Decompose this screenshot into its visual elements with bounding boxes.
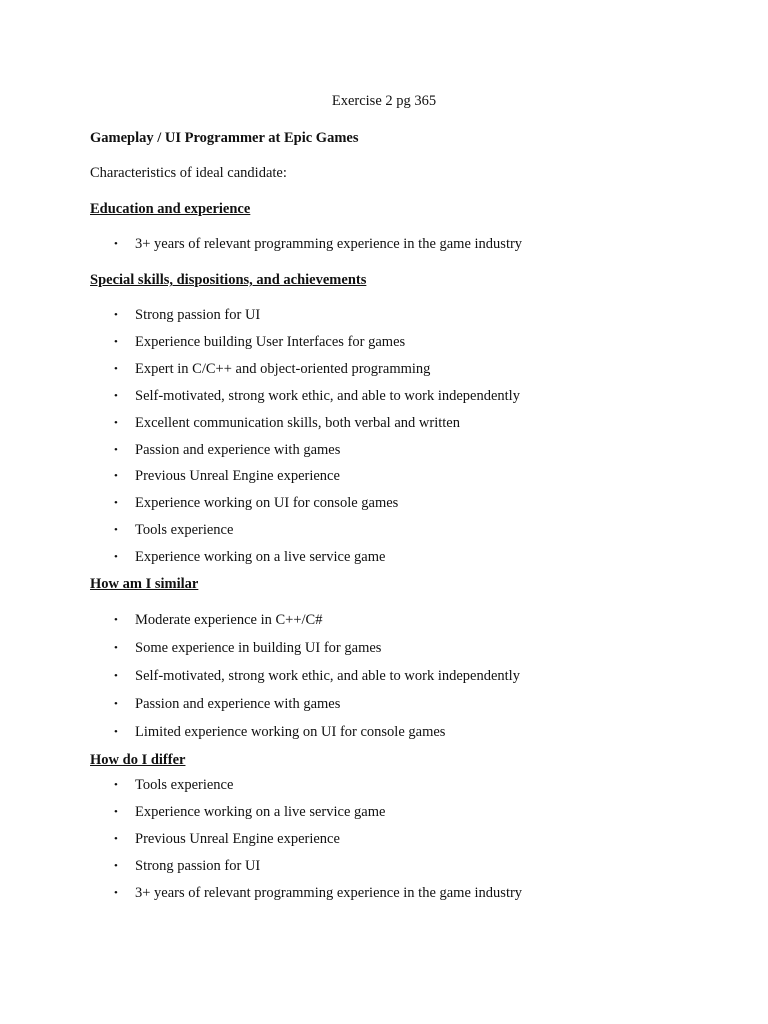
- document-title: Exercise 2 pg 365: [331, 93, 437, 109]
- section-heading-education: Education and experience: [90, 201, 251, 217]
- bullet-icon: •: [114, 444, 118, 456]
- list-item-text: Tools experience: [135, 522, 234, 538]
- bullet-icon: •: [114, 670, 118, 682]
- section-heading-similar: How am I similar: [90, 576, 199, 592]
- list-item-text: Moderate experience in C++/C#: [135, 612, 323, 628]
- bullet-icon: •: [114, 614, 118, 626]
- bullet-icon: •: [114, 887, 118, 899]
- bullet-icon: •: [114, 363, 118, 375]
- bullet-icon: •: [114, 390, 118, 402]
- intro-text: Characteristics of ideal candidate:: [90, 165, 287, 181]
- bullet-icon: •: [114, 833, 118, 845]
- list-item-text: 3+ years of relevant programming experience in the game industry: [135, 236, 523, 252]
- list-item-text: Experience working on a live service game: [135, 804, 386, 820]
- list-item-text: Tools experience: [135, 777, 234, 793]
- section-heading-special-skills: Special skills, dispositions, and achievements: [90, 272, 367, 288]
- list-item-text: Excellent communication skills, both verbal and written: [135, 415, 460, 431]
- bullet-icon: •: [114, 779, 118, 791]
- bullet-icon: •: [114, 309, 118, 321]
- bullet-icon: •: [114, 417, 118, 429]
- bullet-icon: •: [114, 336, 118, 348]
- job-title: Gameplay / UI Programmer at Epic Games: [90, 130, 359, 146]
- bullet-icon: •: [114, 497, 118, 509]
- list-item-text: Expert in C/C++ and object-oriented programming: [135, 361, 431, 377]
- bullet-icon: •: [114, 698, 118, 710]
- bullet-icon: •: [114, 860, 118, 872]
- list-item-text: Experience working on a live service game: [135, 549, 386, 565]
- list-item-text: Passion and experience with games: [135, 696, 341, 712]
- list-item-text: Previous Unreal Engine experience: [135, 831, 340, 847]
- section-heading-differ: How do I differ: [90, 752, 186, 768]
- list-item-text: Self-motivated, strong work ethic, and able to work independently: [135, 388, 520, 404]
- list-item-text: 3+ years of relevant programming experience in the game industry: [135, 885, 523, 901]
- bullet-icon: •: [114, 551, 118, 563]
- list-item-text: Strong passion for UI: [135, 307, 261, 323]
- list-item-text: Experience building User Interfaces for games: [135, 334, 406, 350]
- bullet-icon: •: [114, 642, 118, 654]
- list-item-text: Self-motivated, strong work ethic, and able to work independently: [135, 668, 520, 684]
- list-item-text: Some experience in building UI for games: [135, 640, 382, 656]
- list-item-text: Strong passion for UI: [135, 858, 261, 874]
- list-item-text: Limited experience working on UI for console games: [135, 724, 446, 740]
- bullet-icon: •: [114, 238, 118, 250]
- bullet-icon: •: [114, 806, 118, 818]
- list-item-text: Passion and experience with games: [135, 442, 341, 458]
- bullet-icon: •: [114, 524, 118, 536]
- bullet-icon: •: [114, 726, 118, 738]
- list-item-text: Previous Unreal Engine experience: [135, 468, 340, 484]
- list-item-text: Experience working on UI for console games: [135, 495, 399, 511]
- bullet-icon: •: [114, 470, 118, 482]
